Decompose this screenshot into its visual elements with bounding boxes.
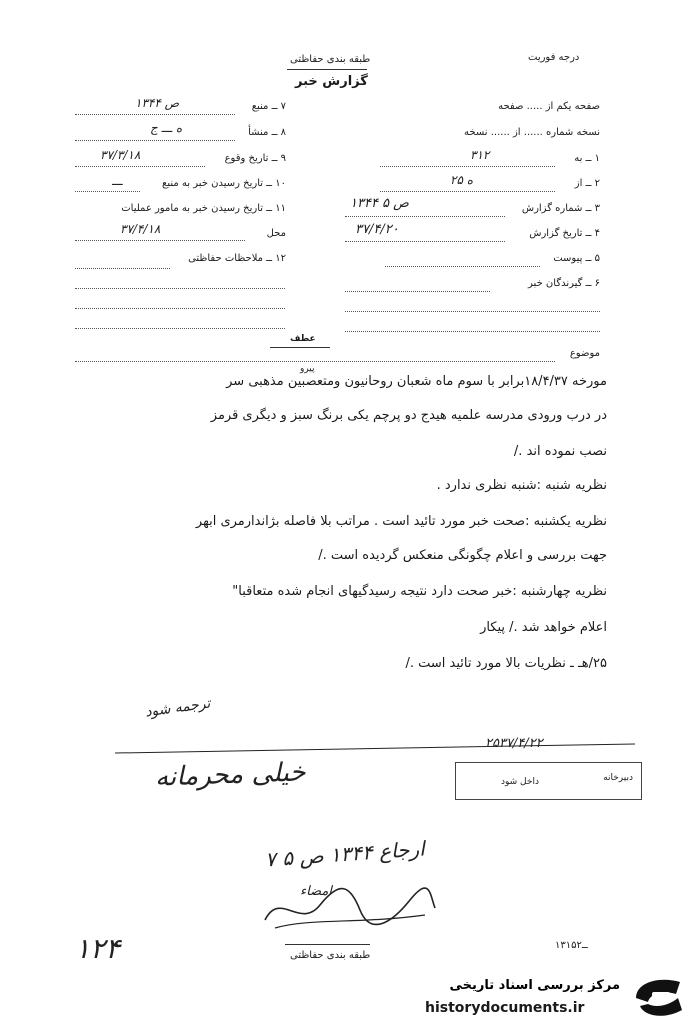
classification-top: طبقه بندی حفاظتی (290, 54, 371, 65)
classification-top-underline (287, 69, 367, 70)
field-recipients-label: ۶ ــ گیرندگان خبر (528, 278, 600, 289)
handwritten-date: ۲۵۳۷/۴/۲۲ (485, 736, 543, 751)
body-line: نصب نموده اند ./ (513, 444, 607, 459)
field-page-label: صفحه یکم از ..... صفحه (498, 101, 600, 112)
handwritten-note: خیلی محرمانه (154, 757, 307, 793)
signature-text: امضاء (300, 884, 332, 899)
subject-label: موضوع (569, 348, 600, 359)
field-received-agent-label: ۱۱ ــ تاریخ رسیدن خبر به مامور عملیات (121, 203, 286, 214)
field-source-label: ۷ ــ منبع (251, 101, 286, 112)
signature (260, 880, 440, 935)
field-from-label: ۲ ــ از (574, 178, 600, 189)
field-location-value: ۳۷/۴/۱۸ (120, 222, 161, 236)
watermark-url: historydocuments.ir (425, 1000, 585, 1016)
opinion-line: اعلام خواهد شد ./ پیکار (480, 620, 607, 635)
field-occurrence-date-label: ۹ ــ تاریخ وقوع (224, 153, 286, 164)
field-from-value: ۲۵ ه (450, 173, 474, 187)
stamp-line2: داخل شود (501, 777, 539, 787)
subject-note-small: پیرو (300, 364, 315, 374)
field-to-label: ۱ ــ به (574, 153, 600, 164)
handwritten-note: ارجاع ۱۳۴۴ ص ۵ ۷ (264, 836, 426, 872)
registry-stamp (455, 762, 642, 800)
opinion-line: نظریه چهارشنبه :خبر صحت دارد نتیجه رسیدگیهای انجام شده متعاقبا" (232, 584, 607, 599)
field-to-value: ۳۱۲ (470, 148, 490, 162)
field-location-label: محل (266, 228, 286, 239)
field-report-number-value: ۱۳۴۴ ص ۵ (350, 196, 409, 211)
field-attachment-label: ۵ ــ پیوست (553, 253, 600, 264)
field-origin-value: ه ـــ ج (150, 121, 183, 135)
field-received-source-label: ۱۰ ــ تاریخ رسیدن خبر به منبع (162, 178, 286, 189)
field-copy-label: نسخه شماره ...... از ...... نسخه (464, 127, 600, 138)
field-report-number-label: ۳ ــ شماره گزارش (521, 203, 600, 214)
body-line: مورخه ۱۸/۴/۳۷برابر با سوم ماه شعبان روحانیون ومتعصبین مذهبی سر (226, 374, 607, 389)
opinion-line: نظریه یکشنبه :صحت خبر مورد تائید است . مراتب بلا فاصله بژاندارمری ابهر (195, 514, 607, 529)
report-title: گزارش خبر (295, 74, 368, 89)
field-source-value: ۱۳۴۴ ص (135, 96, 180, 110)
stamp-line1: دبیرخانه (603, 773, 633, 783)
archive-logo-icon (630, 972, 686, 1022)
page-number: ۱۲۴ (75, 932, 121, 965)
opinion-line: نظریه شنبه :شنبه نظری ندارد . (436, 478, 607, 493)
field-security-notes-label: ۱۲ ــ ملاحظات حفاظتی (188, 253, 286, 264)
field-occurrence-date-value: ۳۷/۳/۱۸ (100, 148, 141, 162)
opinion-line: جهت بررسی و اعلام چگونگی منعکس گردیده است ./ (318, 548, 607, 563)
opinion-line: ۲۵/هـ ـ نظریات بالا مورد تائید است ./ (405, 656, 607, 671)
priority-label: درجه فوریت (528, 52, 580, 63)
field-received-source-value: ـــ (112, 174, 123, 188)
classification-bottom: طبقه بندی حفاظتی (290, 950, 371, 961)
field-report-date-value: ۳۷/۴/۲۰ (355, 222, 399, 237)
watermark-name: مرکز بررسی اسناد تاریخی (449, 978, 620, 993)
body-line: در درب ورودی مدرسه علمیه هیدج دو پرچم یکی برنگ سبز و دیگری قرمز (210, 408, 607, 423)
subject-reference: عطف (290, 334, 316, 344)
field-report-date-label: ۴ ــ تاریخ گزارش (529, 228, 600, 239)
handwritten-note: ترجمه شود (144, 695, 212, 721)
form-code: ۱۳۱ــ۵۲ (555, 940, 588, 951)
field-origin-label: ۸ ــ منشأ (248, 127, 286, 138)
